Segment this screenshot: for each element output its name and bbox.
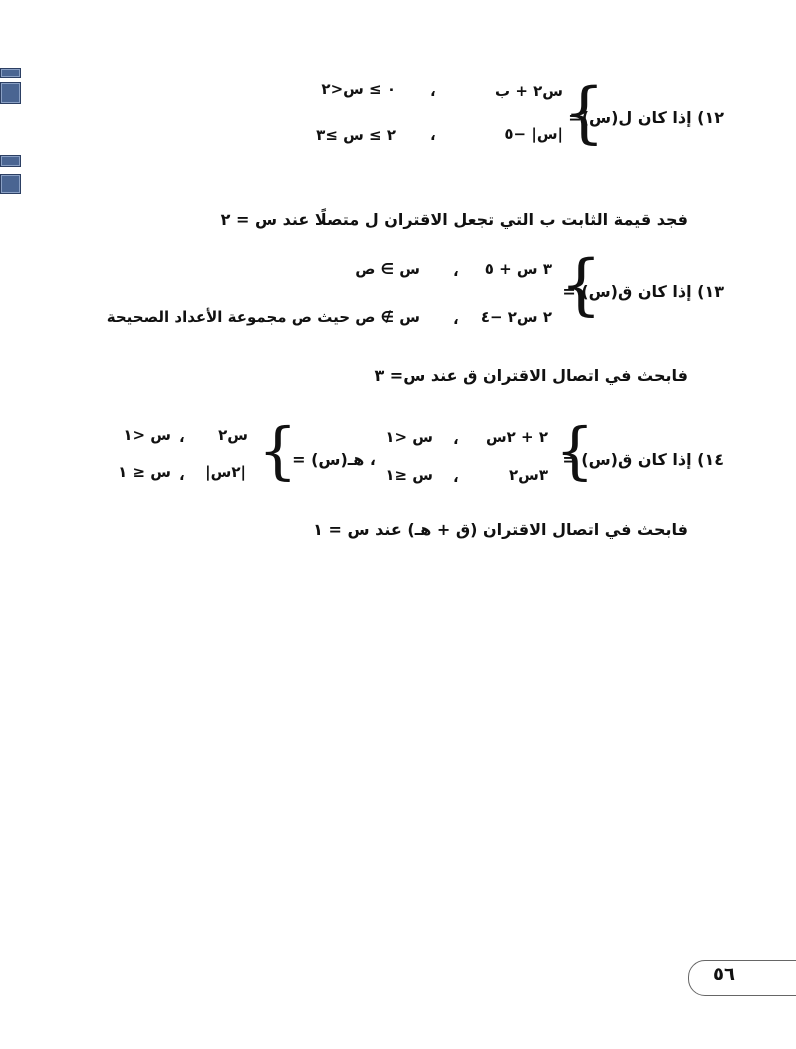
margin-tab — [0, 82, 21, 104]
q12-case1-expression: س٢ + ب — [495, 82, 563, 100]
question-14-label: ١٤) إذا كان ق(س) = — [562, 450, 724, 469]
q14-instruction: فابحث في اتصال الاقتران (ق + هـ) عند س = ١ — [313, 520, 688, 539]
margin-tab — [0, 155, 21, 167]
page-number-frame — [688, 960, 796, 996]
q12-case2-condition: ٢ ≥ س ≥٣ — [316, 126, 396, 144]
q14-f-case1-condition: س <١ — [385, 428, 433, 446]
q13-case1-expression: ٣ س + ٥ — [484, 260, 552, 278]
q14-f-case2-expression: ٣س٢ — [508, 466, 548, 484]
q14-separator: ، — [453, 468, 459, 486]
q12-instruction: فجد قيمة الثابت ب التي تجعل الاقتران ل متصلًا عند س = ٢ — [220, 210, 688, 229]
q14-separator: ، — [453, 430, 459, 448]
question-13-label: ١٣) إذا كان ق(س) = — [562, 282, 724, 301]
q13-separator: ، — [453, 262, 459, 280]
q14-h-case1-expression: س٢ — [218, 426, 248, 444]
question-12-label: ١٢) إذا كان ل(س)= — [568, 108, 724, 127]
q14-separator: ، — [179, 466, 185, 484]
q12-separator: ، — [430, 126, 436, 144]
q14-f-case1-expression: ٢ + ٢س — [485, 428, 548, 446]
q14-h-case2-expression: |٢س| — [205, 463, 246, 481]
q13-case2-expression: ٢ س٢ −٤ — [480, 308, 552, 326]
question-14-h-label: ، هـ(س) = — [292, 450, 376, 469]
q14-f-case2-condition: س ≤١ — [385, 466, 433, 484]
q14-h-case2-condition: س ≤ ١ — [118, 463, 171, 481]
q13-case2-condition: س ∌ ص حيث ص مجموعة الأعداد الصحيحة — [106, 308, 420, 326]
q13-case1-condition: س ∋ ص — [355, 260, 420, 278]
q14-h-case1-condition: س <١ — [123, 426, 171, 444]
page-number: ٥٦ — [713, 964, 735, 985]
left-brace: { — [560, 246, 602, 323]
q13-separator: ، — [453, 310, 459, 328]
q12-separator: ، — [430, 82, 436, 100]
left-brace: { — [258, 414, 298, 487]
q12-case2-expression: |س| −٥ — [504, 125, 563, 143]
left-brace: { — [563, 74, 605, 151]
margin-tab — [0, 174, 21, 194]
margin-tab — [0, 68, 21, 78]
q12-case1-condition: ٠ ≥ س<٢ — [321, 80, 396, 98]
left-brace: { — [555, 414, 595, 487]
q14-separator: ، — [179, 428, 185, 446]
q13-instruction: فابحث في اتصال الاقتران ق عند س= ٣ — [374, 366, 688, 385]
